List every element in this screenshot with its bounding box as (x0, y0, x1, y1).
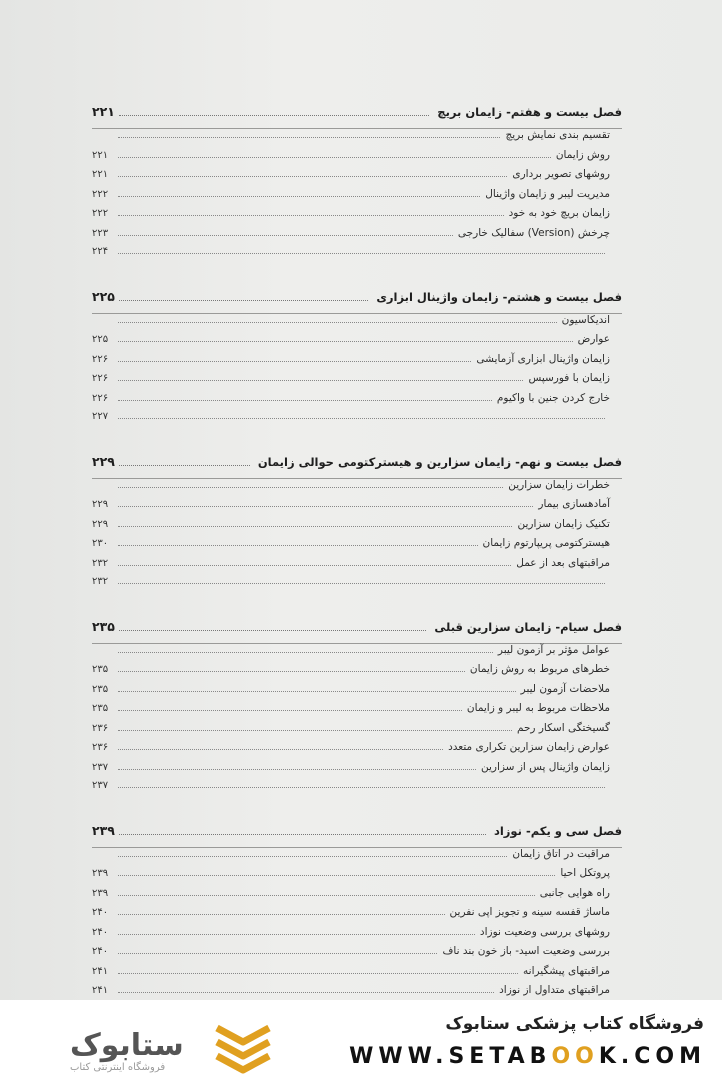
toc-entry[interactable] (92, 741, 622, 761)
dot-leader (118, 544, 478, 546)
table-of-contents (92, 104, 622, 1000)
entry-page-number: ۲۲۲ (92, 208, 109, 219)
entry-title: مراقبت در اتاق زایمان (512, 847, 610, 860)
entry-title: مدیریت لیبر و زایمان واژینال (485, 187, 610, 200)
dot-leader (118, 417, 605, 419)
toc-entry[interactable] (92, 188, 622, 208)
chapter-page-number: ۲۳۵ (92, 618, 115, 634)
entry-title: ماساژ قفسه سینه و تجویز اپی نفرین (449, 906, 610, 918)
entry-page-number: ۲۲۷ (92, 411, 109, 422)
toc-entry[interactable] (92, 314, 622, 334)
toc-entry[interactable] (92, 644, 622, 664)
dot-leader (118, 933, 475, 935)
chapter-heading[interactable] (92, 823, 622, 848)
logo-wordmark: ستابوک (70, 1028, 184, 1063)
entry-page-number: ۲۲۲ (92, 188, 109, 200)
toc-entry[interactable] (92, 149, 622, 169)
dot-leader (118, 214, 504, 216)
toc-entry[interactable] (92, 168, 622, 188)
dot-leader (118, 690, 516, 692)
toc-entry[interactable] (92, 984, 622, 1000)
entry-page-number: ۲۳۵ (92, 683, 109, 695)
entry-page-number: ۲۳۵ (92, 703, 109, 714)
entry-title: عوامل مؤثر بر آزمون لیبر (497, 643, 610, 656)
entry-title: زایمان با فورسپس (528, 372, 610, 384)
toc-chapter (92, 104, 622, 266)
dot-leader (118, 952, 437, 954)
entry-page-number: ۲۴۰ (92, 907, 109, 918)
entry-page-number: ۲۲۳ (92, 227, 109, 239)
dot-leader (118, 175, 507, 177)
entry-page-number: ۲۲۹ (92, 518, 109, 530)
entry-page-number: ۲۲۵ (92, 334, 109, 345)
chapter-heading[interactable] (92, 619, 622, 644)
toc-entry[interactable] (92, 761, 622, 781)
chapter-title: فصل سیام- زایمان سزارین قبلی (434, 619, 622, 634)
dot-leader (118, 913, 445, 915)
dot-leader (118, 360, 471, 362)
dot-leader (118, 252, 605, 254)
toc-chapter (92, 289, 622, 431)
entry-title: عوارض زایمان سزارین تکراری متعدد (448, 741, 610, 753)
entry-page-number: ۲۲۱ (92, 169, 109, 180)
entry-page-number: ۲۳۶ (92, 742, 109, 753)
entry-title: آمادهسازی بیمار (538, 498, 610, 510)
dot-leader (118, 195, 480, 197)
url-suffix: K.COM (598, 1044, 706, 1069)
store-name: فروشگاه کتاب پزشکی ستابوک (445, 1014, 704, 1034)
entry-page-number: ۲۴۰ (92, 926, 109, 938)
toc-entry[interactable] (92, 411, 622, 431)
dot-leader (119, 114, 429, 116)
dot-leader (118, 874, 555, 876)
entry-title: بررسی وضعیت اسید- باز خون بند ناف (442, 945, 610, 957)
dot-leader (118, 670, 465, 672)
entry-title: زایمان واژینال پس از سزارین (480, 760, 610, 773)
toc-entry[interactable] (92, 722, 622, 742)
toc-entry[interactable] (92, 867, 622, 887)
dot-leader (118, 379, 523, 381)
url-o-second: O (575, 1044, 599, 1069)
toc-entry[interactable] (92, 780, 622, 800)
toc-entry[interactable] (92, 207, 622, 227)
dot-leader (119, 833, 486, 835)
toc-entry[interactable] (92, 887, 622, 907)
toc-entry[interactable] (92, 479, 622, 499)
dot-leader (118, 340, 573, 342)
chapter-heading[interactable] (92, 289, 622, 314)
dot-leader (118, 786, 605, 788)
dot-leader (118, 972, 518, 974)
toc-entry[interactable] (92, 518, 622, 538)
dot-leader (118, 729, 512, 731)
toc-entry[interactable] (92, 926, 622, 946)
entry-title: ملاحظات مربوط به لیبر و زایمان (466, 702, 610, 714)
entry-title: زایمان بریچ خود به خود (508, 207, 610, 219)
toc-entry[interactable] (92, 246, 622, 266)
entry-title: خطرهای مربوط به روش زایمان (469, 663, 610, 675)
toc-entry[interactable] (92, 945, 622, 965)
chapter-heading[interactable] (92, 104, 622, 129)
entry-page-number: ۲۳۶ (92, 722, 109, 734)
entry-title: تکنیک زایمان سزارین (517, 517, 610, 530)
entry-title: چرخش (Version) سفالیک خارجی (457, 226, 610, 239)
entry-title: روش زایمان (555, 148, 610, 161)
entry-title: پروتکل احیا (560, 867, 610, 879)
entry-title: راه هوایی جانبی (539, 886, 610, 899)
toc-entry[interactable] (92, 537, 622, 557)
toc-entry[interactable] (92, 557, 622, 577)
entry-page-number: ۲۳۹ (92, 887, 109, 899)
dot-leader (118, 768, 476, 770)
toc-entry[interactable] (92, 372, 622, 392)
entry-title: زایمان واژینال ابزاری آزمایشی (476, 352, 610, 365)
toc-chapter (92, 454, 622, 596)
toc-entry[interactable] (92, 663, 622, 683)
entry-page-number: ۲۲۴ (92, 246, 109, 257)
dot-leader (118, 894, 535, 896)
url-prefix: WWW.SETAB (349, 1044, 552, 1069)
entry-page-number: ۲۴۱ (92, 985, 109, 996)
entry-title: مراقبتهای پیشگیرانه (523, 964, 610, 977)
dot-leader (118, 234, 453, 236)
toc-entry[interactable] (92, 683, 622, 703)
dot-leader (119, 629, 426, 631)
entry-title: تقسیم بندی نمایش بریچ (505, 129, 610, 141)
dot-leader (118, 709, 462, 711)
toc-entry[interactable] (92, 129, 622, 149)
entry-page-number: ۲۲۱ (92, 149, 109, 161)
toc-entry[interactable] (92, 353, 622, 373)
dot-leader (119, 299, 369, 301)
toc-entry[interactable] (92, 906, 622, 926)
dot-leader (118, 486, 503, 488)
chapter-title: فصل بیست و نهم- زایمان سزارین و هیسترکتومی حوالی زایمان (257, 454, 622, 469)
dot-leader (118, 651, 493, 653)
entry-page-number: ۲۴۱ (92, 965, 109, 977)
entry-title: روشهای تصویر برداری (512, 168, 610, 180)
entry-title: مراقبتهای متداول از نوزاد (499, 984, 610, 996)
entry-page-number: ۲۳۹ (92, 868, 109, 879)
entry-title: عوارض (577, 333, 610, 345)
chapter-page-number: ۲۲۱ (92, 104, 115, 119)
toc-entry[interactable] (92, 702, 622, 722)
entry-page-number: ۲۳۵ (92, 664, 109, 675)
store-logo[interactable] (30, 1012, 280, 1072)
entry-title: هیسترکتومی پریپارتوم زایمان (482, 537, 610, 549)
dot-leader (118, 399, 492, 401)
entry-page-number: ۲۳۲ (92, 576, 109, 587)
store-url[interactable] (349, 1044, 706, 1069)
url-o-first: O (551, 1044, 576, 1069)
chapter-page-number: ۲۲۹ (92, 453, 115, 469)
chapter-heading[interactable] (92, 454, 622, 479)
entry-title: خارج کردن جنین با واکیوم (496, 391, 610, 404)
dot-leader (118, 321, 557, 323)
entry-page-number: ۲۳۷ (92, 780, 109, 791)
toc-entry[interactable] (92, 227, 622, 247)
entry-page-number: ۲۲۶ (92, 392, 109, 404)
entry-page-number: ۲۲۹ (92, 499, 109, 510)
dot-leader (118, 136, 500, 138)
dot-leader (118, 748, 443, 750)
chapter-title: فصل سی و یکم- نوزاد (493, 823, 622, 838)
chapter-title: فصل بیست و هشتم- زایمان واژینال ابزاری (376, 289, 622, 304)
toc-entry[interactable] (92, 498, 622, 518)
store-banner (0, 1000, 722, 1080)
toc-chapter (92, 619, 622, 800)
toc-chapter (92, 823, 622, 1001)
entry-page-number: ۲۲۶ (92, 373, 109, 384)
dot-leader (118, 564, 511, 566)
chapter-page-number: ۲۳۹ (92, 822, 115, 838)
dot-leader (118, 156, 551, 158)
entry-title: خطرات زایمان سزارین (508, 478, 610, 491)
dot-leader (118, 991, 494, 993)
entry-title: روشهای بررسی وضعیت نوزاد (479, 925, 610, 938)
dot-leader (118, 582, 605, 584)
toc-entry[interactable] (92, 848, 622, 868)
chapter-title: فصل بیست و هفتم- زایمان بریچ (437, 105, 622, 119)
entry-page-number: ۲۳۰ (92, 538, 109, 549)
entry-title: ملاحضات آزمون لیبر (520, 682, 610, 695)
toc-entry[interactable] (92, 965, 622, 985)
entry-page-number: ۲۴۰ (92, 946, 109, 957)
toc-entry[interactable] (92, 576, 622, 596)
entry-title: گسیختگی اسکار رحم (516, 721, 610, 734)
dot-leader (118, 525, 512, 527)
logo-subtitle: فروشگاه اینترنتی کتاب (70, 1062, 166, 1073)
entry-page-number: ۲۳۲ (92, 557, 109, 569)
dot-leader (119, 464, 250, 466)
dot-leader (118, 505, 533, 507)
toc-entry[interactable] (92, 392, 622, 412)
book-stack-icon (213, 1018, 273, 1074)
entry-title: مراقبتهای بعد از عمل (516, 556, 610, 569)
dot-leader (118, 855, 507, 857)
entry-page-number: ۲۳۷ (92, 761, 109, 773)
toc-entry[interactable] (92, 333, 622, 353)
chapter-page-number: ۲۲۵ (92, 288, 115, 304)
entry-title: اندیکاسیون (561, 313, 610, 326)
entry-page-number: ۲۲۶ (92, 353, 109, 365)
